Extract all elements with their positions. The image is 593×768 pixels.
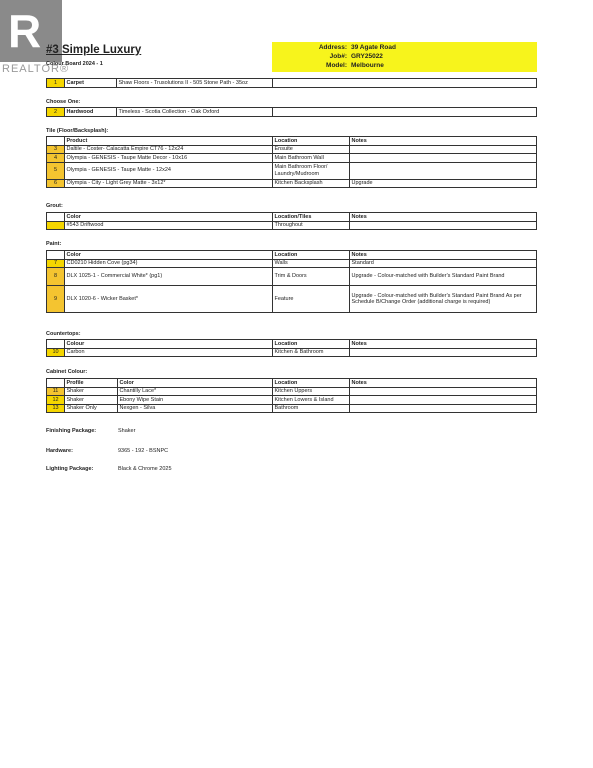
item-notes <box>350 162 537 179</box>
item-product: DLX 1020-6 - Wicker Basket* <box>65 286 273 313</box>
item-notes: Standard <box>350 259 537 268</box>
hardwood-table <box>46 107 537 117</box>
item-number: 3 <box>47 145 65 154</box>
item-number: 12 <box>47 396 65 405</box>
item-notes: Upgrade <box>350 179 537 188</box>
item-number: 6 <box>47 179 65 188</box>
item-notes <box>350 221 537 230</box>
item-location: Kitchen Uppers <box>273 387 350 396</box>
paint-table <box>46 250 537 313</box>
item-location: Main Bathroom Floor/ Laundry/Mudroom <box>273 162 350 179</box>
table-row <box>47 286 537 313</box>
table-header-row <box>47 213 537 222</box>
item-number: 10 <box>47 348 65 357</box>
column-header: Location <box>273 137 350 146</box>
item-location: Kitchen Lowers & Island <box>273 396 350 405</box>
column-header: Location/Tiles <box>273 213 350 222</box>
column-header: Notes <box>350 340 537 349</box>
model-value: Melbourne <box>351 62 384 69</box>
table-row <box>47 387 537 396</box>
item-notes <box>350 404 537 413</box>
column-header: Color <box>65 213 273 222</box>
item-profile: Shaker <box>65 387 118 396</box>
column-header: Location <box>273 251 350 260</box>
address-label: Address: <box>318 44 347 51</box>
carpet-table <box>46 78 537 88</box>
item-number <box>47 221 65 230</box>
table-row <box>47 145 537 154</box>
empty-cell <box>47 213 65 222</box>
empty-cell <box>47 379 65 388</box>
finishing-package-value: Shaker <box>118 428 136 434</box>
item-product: DLX 1025-1 - Commercial White* (pg1) <box>65 268 273 286</box>
item-number: 9 <box>47 286 65 313</box>
item-product: #543 Driftwood <box>65 221 273 230</box>
lighting-package-label: Lighting Package: <box>46 466 94 472</box>
item-product: CD0210 Hidden Cove (pg34) <box>65 259 273 268</box>
empty-cell <box>47 340 65 349</box>
table-row <box>47 79 537 88</box>
countertops-label: Countertops: <box>46 331 81 337</box>
document-subtitle: Colour Board 2024 - 1 <box>46 61 103 67</box>
document-title: #3 Simple Luxury <box>46 44 142 56</box>
empty-cell <box>273 108 537 117</box>
item-location: Kitchen Backsplash <box>273 179 350 188</box>
address-value: 39 Agate Road <box>351 44 396 51</box>
grout-label: Grout: <box>46 203 63 209</box>
item-profile: Shaker <box>65 396 118 405</box>
table-row <box>47 396 537 405</box>
column-header: Profile <box>65 379 118 388</box>
item-number: 7 <box>47 259 65 268</box>
realtor-logo-word: REALTOR® <box>2 63 70 75</box>
item-product: Olympia - GENESIS - Taupe Matte Decor - 10x16 <box>65 154 273 163</box>
item-notes: Upgrade - Colour-matched with Builder's Standard Paint Brand As per Schedule B/Change Order (additional charge is required) <box>350 286 537 313</box>
countertops-table <box>46 339 537 357</box>
item-number: 1 <box>47 79 65 88</box>
realtor-logo-letter: R <box>8 5 42 57</box>
table-row <box>47 162 537 179</box>
column-header: Notes <box>350 379 537 388</box>
table-row <box>47 348 537 357</box>
item-number: 11 <box>47 387 65 396</box>
item-product: Daltile - Coster- Calacatta Empire CT76 - 12x24 <box>65 145 273 154</box>
column-header: Color <box>118 379 273 388</box>
item-profile: Shaker Only <box>65 404 118 413</box>
table-row <box>47 154 537 163</box>
choose-one-label: Choose One: <box>46 99 81 105</box>
column-header: Color <box>65 251 273 260</box>
item-notes: Upgrade - Colour-matched with Builder's Standard Paint Brand <box>350 268 537 286</box>
item-notes <box>350 348 537 357</box>
item-location: Kitchen & Bathroom <box>273 348 350 357</box>
column-header: Notes <box>350 251 537 260</box>
item-color: Nexgen - Silva <box>118 404 273 413</box>
item-notes <box>350 145 537 154</box>
tile-label: Tile (Floor/Backsplash): <box>46 128 109 134</box>
item-type: Carpet <box>65 79 117 88</box>
lighting-package-value: Black & Chrome 2025 <box>118 466 172 472</box>
empty-cell <box>47 251 65 260</box>
item-color: Chantilly Lace* <box>118 387 273 396</box>
job-value: GRY25022 <box>351 53 383 60</box>
empty-cell <box>47 137 65 146</box>
hardware-value: 9365 - 192 - BSNPC <box>118 448 169 454</box>
item-location: Throughout <box>273 221 350 230</box>
item-product: Timeless - Scotia Collection - Oak Oxford <box>117 108 273 117</box>
item-notes <box>350 396 537 405</box>
item-number: 13 <box>47 404 65 413</box>
column-header: Location <box>273 379 350 388</box>
table-header-row <box>47 137 537 146</box>
item-type: Hardwood <box>65 108 117 117</box>
realtor-logo <box>0 0 70 82</box>
table-row <box>47 179 537 188</box>
column-header: Product <box>65 137 273 146</box>
item-product: Shaw Floors - Trusolutions II - 505 Stone Path - 35oz <box>117 79 273 88</box>
item-location: Ensuite <box>273 145 350 154</box>
item-number: 4 <box>47 154 65 163</box>
table-header-row <box>47 251 537 260</box>
table-row <box>47 221 537 230</box>
item-number: 8 <box>47 268 65 286</box>
grout-table <box>46 212 537 230</box>
item-location: Walls <box>273 259 350 268</box>
item-number: 5 <box>47 162 65 179</box>
finishing-package-label: Finishing Package: <box>46 428 97 434</box>
item-location: Feature <box>273 286 350 313</box>
item-location: Bathroom <box>273 404 350 413</box>
item-notes <box>350 387 537 396</box>
cabinet-table <box>46 378 537 413</box>
empty-cell <box>273 79 537 88</box>
item-location: Main Bathroom Wall <box>273 154 350 163</box>
cabinet-label: Cabinet Colour: <box>46 369 88 375</box>
item-product: Carbon <box>65 348 273 357</box>
table-row <box>47 268 537 286</box>
tile-table <box>46 136 537 188</box>
item-notes <box>350 154 537 163</box>
column-header: Colour <box>65 340 273 349</box>
paint-label: Paint: <box>46 241 62 247</box>
address-block <box>272 42 537 72</box>
item-color: Ebony Wipe Stain <box>118 396 273 405</box>
item-location: Trim & Doors <box>273 268 350 286</box>
table-header-row <box>47 379 537 388</box>
table-row <box>47 108 537 117</box>
column-header: Location <box>273 340 350 349</box>
column-header: Notes <box>350 137 537 146</box>
hardware-label: Hardware: <box>46 448 73 454</box>
item-product: Olympia - City - Light Grey Matte - 3x12* <box>65 179 273 188</box>
item-number: 2 <box>47 108 65 117</box>
table-row <box>47 259 537 268</box>
table-row <box>47 404 537 413</box>
job-label: Job#: <box>329 53 347 60</box>
column-header: Notes <box>350 213 537 222</box>
model-label: Model: <box>326 62 347 69</box>
table-header-row <box>47 340 537 349</box>
item-product: Olympia - GENESIS - Taupe Matte - 12x24 <box>65 162 273 179</box>
